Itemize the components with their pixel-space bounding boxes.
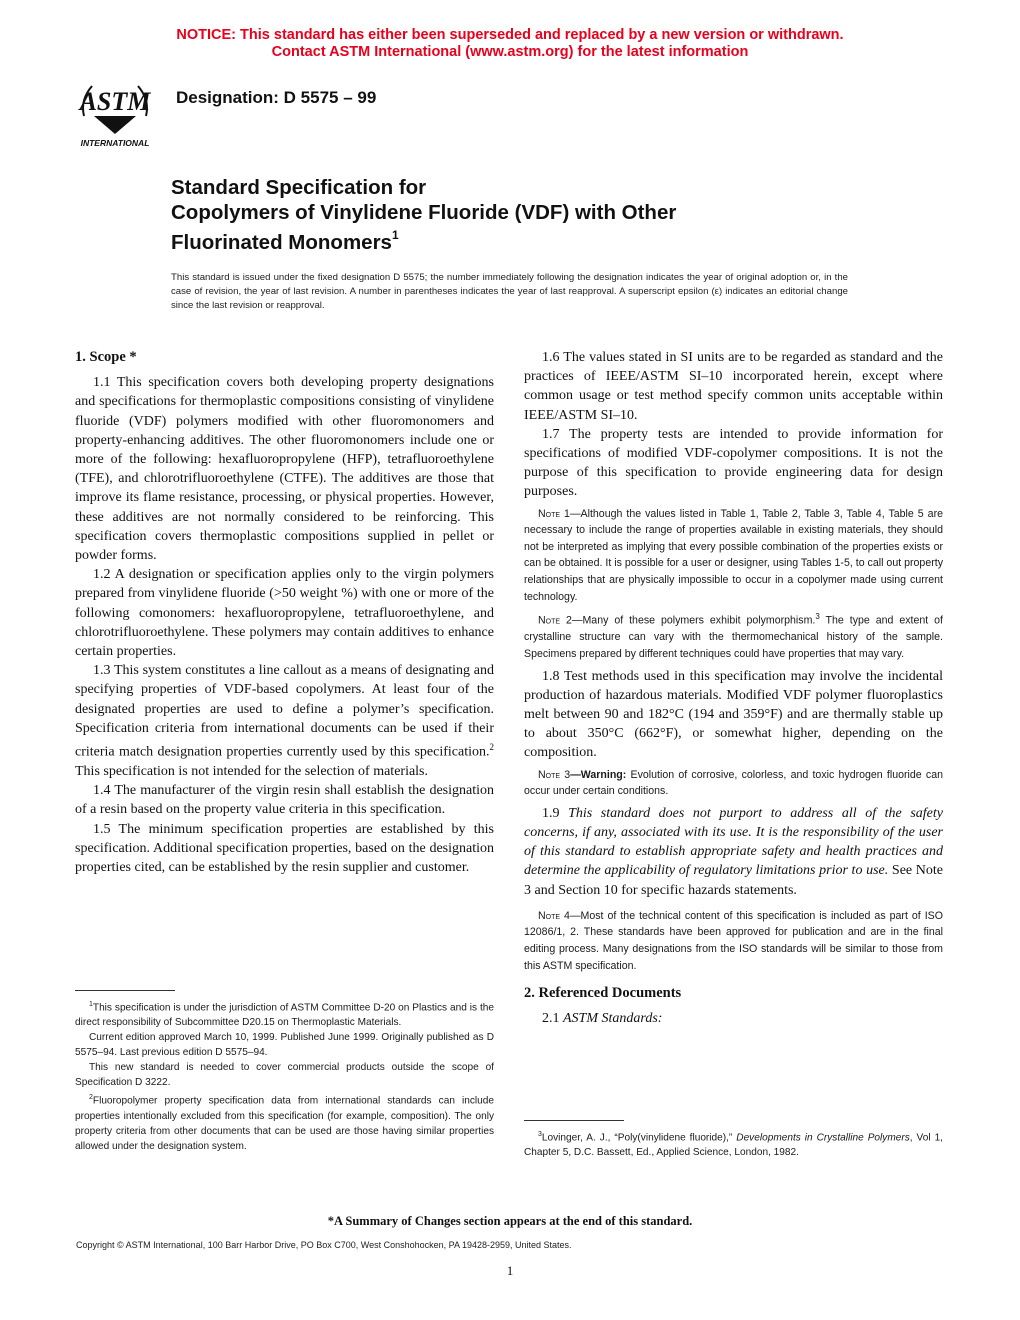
paragraph-1-3: 1.3 This system constitutes a line callout as a means of designating and specifying properties of VDF-based copolymers. At least four of the designated properties are used to define a polymer’s specification. Specification criteria from international documents can be used if their criteria match designation properties currently used by this specification.$^2$ This specification is not intended for the selection of materials. — [75, 663, 494, 779]
footnote-ref-2[interactable]: 2 — [489, 742, 494, 753]
footnote-1-edition: Current edition approved March 10, 1999. Published June 1999. Originally published as D 5575–94. Last previous edition D 5575–94. — [75, 1032, 494, 1059]
notice-line-2: Contact ASTM International (www.astm.org) for the latest information — [271, 44, 749, 60]
paragraph-1-5: 1.5 The minimum specification properties are established by this specification. Additional specification properties, based on the designation properties cited, can be established by the resin supplier and customer. — [75, 821, 494, 875]
designation: Designation: D 5575 – 99 — [176, 88, 377, 107]
copyright-line: Copyright © ASTM International, 100 Barr Harbor Drive, PO Box C700, West Conshohocken, PA 19428-2959, United States. — [76, 1240, 572, 1250]
footnote-divider — [75, 990, 175, 991]
svg-text:ASTM: ASTM — [79, 87, 151, 116]
paragraph-1-6: 1.6 The values stated in SI units are to be regarded as standard and the practices of IEEE/ASTM SI–10 incorporated herein, except where common usage or test method specify common units acceptable within IEEE/ASTM SI–10. — [524, 350, 943, 423]
footnote-2: $^2$Fluoropolymer property specification data from international standards can include properties intentionally excluded from this specification (for example, composition). The only property criteria from other documents that can be used are those having similar properties allowed under the designation system. — [75, 1094, 494, 1152]
paragraph-1-8: 1.8 Test methods used in this specification may involve the incidental production of hazardous materials. Modified VDF polymer fluoroplastics melt between 90 and 182°C (194 and 359°F) and are thermally stable up to about 350°C (662°F), or somewhat higher, depending on the composition. — [524, 668, 943, 761]
summary-of-changes-note: *A Summary of Changes section appears at the end of this standard. — [327, 1214, 693, 1228]
section-2-heading: 2. Referenced Documents — [524, 985, 682, 1002]
document-title — [171, 175, 891, 255]
footnote-3: $^3$Lovinger, A. J., “Poly(vinylidene fluoride),” Developments in Crystalline Polymers, Vol 1, Chapter 5, D.C. Bassett, Ed., Applied Science, London, 1982. — [524, 1131, 943, 1159]
withdrawn-notice — [0, 27, 1020, 61]
title-line-3: Fluorinated Monomers$^1$ — [171, 228, 399, 254]
svg-text:INTERNATIONAL: INTERNATIONAL — [80, 138, 150, 148]
left-column — [75, 348, 494, 877]
page-number: 1 — [506, 1263, 514, 1278]
note-2: Note 2—Many of these polymers exhibit polymorphism.$^3$ The type and extent of crystalline structure can vary with the thermomechanical history of the sample. Specimens prepared by different techniques could have properties that may vary. — [524, 612, 943, 660]
paragraph-2-1: 2.1 ASTM Standards: — [542, 1011, 663, 1027]
notice-line-1: NOTICE: This standard has either been superseded and replaced by a new version or withdrawn. — [176, 27, 844, 43]
note-1: Note 1—Although the values listed in Table 1, Table 2, Table 3, Table 4, Table 5 are necessary to include the range of properties available in existing materials, they should not be interpreted as implying that every possible combination of the properties exists or can be obtained. It is possible for a user or designer, using Tables 1-5, to call out property relationships that are physically impossible to occur in a copolymer made using current technology. — [524, 507, 943, 603]
paragraph-1-9: 1.9 This standard does not purport to address all of the safety concerns, if any, associated with its use. It is the responsibility of the user of this standard to establish appropriate safety and health practices and determine the applicability of regulatory limitations prior to use. See Note 3 and Section 10 for specific hazards statements. — [524, 805, 944, 898]
footnote-1-new-standard: This new standard is needed to cover commercial products outside the scope of Specification D 3222. — [75, 1062, 494, 1089]
title-line-2: Copolymers of Vinylidene Fluoride (VDF) with Other — [171, 201, 677, 224]
paragraph-1-1: 1.1 This specification covers both developing property designations and specifications for thermoplastic compositions consisting of vinylidene fluoride (VDF) polymers modified with other fluoromonomers and property-enhancing additives. The other fluoromonomers include one or more of the following: hexafluoropropylene (HFP), tetrafluoroethylene (TFE), and chlorotrifluoroethylene (CTFE). The additives are those that improve its flame resistance, processing, or physical properties. However, these additives are not normally considered to be reinforcing. This specification covers thermoplastic compositions supplied in pellet or powder forms. — [75, 375, 494, 564]
title-line-1: Standard Specification for — [171, 176, 427, 199]
right-column — [524, 348, 943, 1029]
paragraph-1-2: 1.2 A designation or specification applies only to the virgin polymers prepared from vinylidene fluoride (>50 weight %) with one or more of the following comonomers: hexafluoropropylene, tetrafluoroethylene, and chlorotrifluoroethylene. These polymers may contain additives to enhance certain properties. — [75, 567, 494, 660]
footnotes-right — [524, 1120, 943, 1160]
paragraph-1-7: 1.7 The property tests are intended to provide information for specifications of modified VDF-copolymer compositions. It is not the purpose of this specification to provide engineering data for design purposes. — [524, 426, 943, 500]
note-4: Note 4—Most of the technical content of this specification is included as part of ISO 12086/1, 2. These standards have been approved for publication and are in the final editing process. Many designations from the ISO standards will be similar to those from this ASTM specification. — [524, 909, 943, 972]
note-3: Note 3—Warning: Evolution of corrosive, colorless, and toxic hydrogen fluoride can occur under certain conditions. — [524, 768, 943, 798]
footnotes-left — [75, 990, 494, 1154]
title-footnote-ref[interactable]: 1 — [391, 228, 399, 242]
issue-note: This standard is issued under the fixed designation D 5575; the number immediately following the designation indicates the year of original adoption or, in the case of revision, the year of last revision. A number in parentheses indicates the year of last reapproval. A superscript epsilon (ε) indicates an editorial change since the last revision or reapproval. — [171, 272, 848, 311]
footnote-1: $^1$This specification is under the jurisdiction of ASTM Committee D-20 on Plastics and is the direct responsibility of Subcommittee D20.15 on Thermoplastic Materials. — [75, 1001, 494, 1029]
footnote-divider-right — [524, 1120, 624, 1121]
footnote-ref-3[interactable]: 3 — [815, 612, 820, 622]
astm-logo — [70, 76, 160, 148]
paragraph-1-4: 1.4 The manufacturer of the virgin resin shall establish the designation of a resin based on the property value criteria in this specification. — [75, 783, 494, 818]
section-1-heading: 1. Scope * — [75, 349, 137, 365]
